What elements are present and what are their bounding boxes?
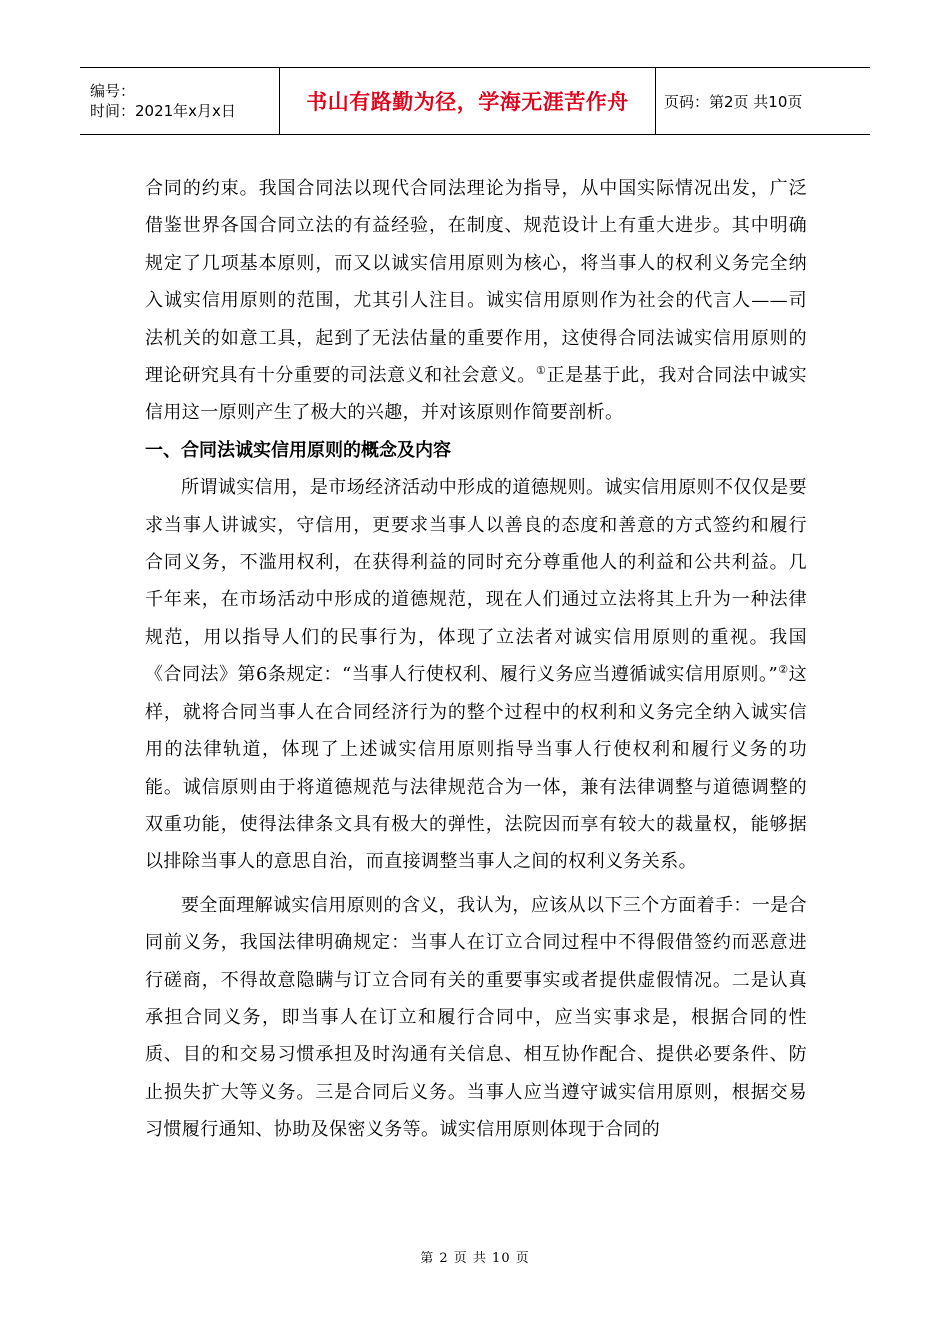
document-body [145, 170, 807, 1149]
section-heading-1: 一、合同法诚实信用原则的概念及内容 [145, 439, 451, 461]
header-motto [280, 68, 656, 134]
document-time-label: 时间：2021年x月x日 [90, 102, 236, 120]
footnote-ref-1[interactable]: ① [536, 364, 547, 378]
paragraph-2-text-a: 所谓诚实信用，是市场经济活动中形成的道德规则。诚实信用原则不仅仅是要求当事人讲诚实，守信用，更要求当事人以善良的态度和善意的方式签约和履行合同义务，不滥用权利，在获得利益的同时充分尊重他人的利益和公共利益。几千年来，在市场活动中形成的道德规范，现在人们通过立法将其上升为一种法律规范，用以指导人们的民事行为，体现了立法者对诚实信用原则的重视。我国《合同法》第6条规定：“当事人行使权利、履行义务应当遵循诚实信用原则。” [145, 477, 807, 686]
paragraph-2-text-b: 这样，就将合同当事人在合同经济行为的整个过程中的权利和义务完全纳入诚实信用的法律轨道，体现了上述诚实信用原则指导当事人行使权利和履行义务的功能。诚信原则由于将道德规范与法律规范合为一体，兼有法律调整与道德调整的双重功能，使得法律条文具有极大的弹性，法院因而享有较大的裁量权，能够据以排除当事人的意思自治，而直接调整当事人之间的权利义务关系。 [145, 664, 807, 873]
document-header [80, 67, 870, 135]
paragraph-3: 要全面理解诚实信用原则的含义，我认为，应该从以下三个方面着手：一是合同前义务，我国法律明确规定：当事人在订立合同过程中不得假借签约而恶意进行磋商，不得故意隐瞒与订立合同有关的重要事实或者提供虚假情况。二是认真承担合同义务，即当事人在订立和履行合同中，应当实事求是，根据合同的性质、目的和交易习惯承担及时沟通有关信息、相互协作配合、提供必要条件、防止损失扩大等义务。三是合同后义务。当事人应当遵守诚实信用原则，根据交易习惯履行通知、协助及保密义务等。诚实信用原则体现于合同的 [145, 894, 807, 1141]
page-footer: 第 2 页 共 10 页 [420, 1251, 530, 1266]
document-number-label: 编号： [90, 82, 136, 100]
paragraph-1 [145, 170, 807, 432]
paragraph-1-text-a: 合同的约束。我国合同法以现代合同法理论为指导，从中国实际情况出发，广泛借鉴世界各国合同立法的有益经验，在制度、规范设计上有重大进步。其中明确规定了几项基本原则，而又以诚实信用原则为核心，将当事人的权利义务完全纳入诚实信用原则的范围，尤其引人注目。诚实信用原则作为社会的代言人——司法机关的如意工具，起到了无法估量的重要作用，这使得合同法诚实信用原则的理论研究具有十分重要的司法意义和社会意义。 [145, 178, 807, 387]
header-meta [80, 68, 280, 134]
footnote-ref-2[interactable]: ② [778, 663, 789, 677]
header-page-info [656, 68, 870, 134]
header-page-label: 页码：第2页 共10页 [664, 92, 803, 111]
paragraph-1-text-b: 正是基于此，我对合同法中诚实信用这一原则产生了极大的兴趣，并对该原则作简要剖析。 [145, 365, 807, 424]
motto-text: 书山有路勤为径，学海无涯苦作舟 [306, 90, 629, 114]
paragraph-2 [145, 469, 807, 880]
